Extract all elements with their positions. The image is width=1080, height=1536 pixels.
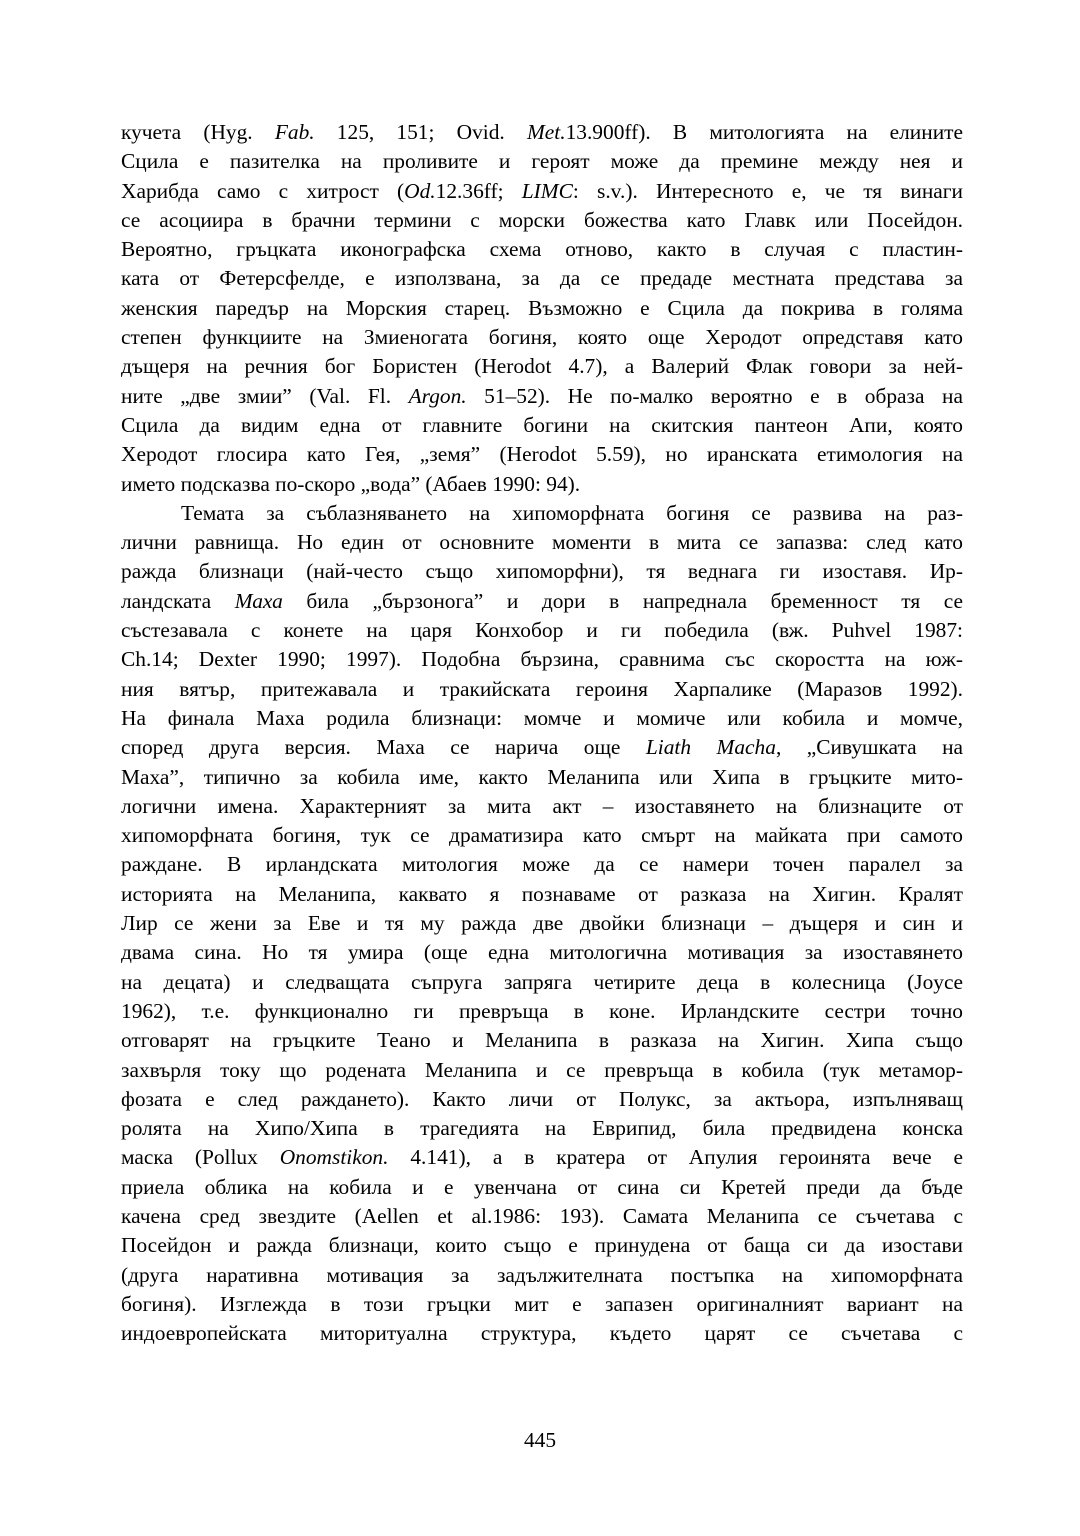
text-line: Херодот глосира като Гея, „земя” (Herodot 5.59), но иранската етимология на (121, 442, 963, 467)
text-line: състезавала с конете на царя Конхобор и ги победила (вж. Puhvel 1987: (121, 618, 963, 643)
text-line: индоевропейската миторитуална структура, където царят се съчетава с (121, 1321, 963, 1346)
text-line: (друга наративна мотивация за задължителната постъпка на хипоморфната (121, 1262, 963, 1287)
text-line: името подсказва по-скоро „вода” (Абаев 1990: 94). (121, 471, 581, 496)
text-line: ражда близнаци (най-често също хипоморфни), тя веднага ги изоставя. Ир- (121, 559, 963, 584)
text-line: на децата) и следващата съпруга запряга четирите деца в колесница (Joyce (121, 969, 963, 994)
text-line: На финала Маха родила близнаци: момче и момиче или кобила и момче, (121, 705, 963, 730)
text-line: Харибда само с хитрост (Od.12.36ff; LIMC: s.v.). Интересното е, че тя винаги (121, 178, 963, 203)
text-line: хипоморфната богиня, тук се драматизира като смърт на майката при самото (121, 823, 963, 848)
text-line: ката от Фетерсфелде, е използвана, за да се предаде местната представа за (121, 266, 963, 291)
text-line: Сцила да видим една от главните богини на скитския пантеон Апи, която (121, 412, 963, 437)
text-line: приела облика на кобила и е увенчана от сина си Кретей преди да бъде (121, 1174, 963, 1199)
text-line: степен функциите на Змиеногата богиня, която още Херодот опредставя като (121, 325, 963, 350)
text-line: женския паредър на Морския старец. Възможно е Сцила да покрива в голяма (121, 295, 963, 320)
text-line: раждане. В ирландската митология може да се намери точен паралел за (121, 852, 963, 877)
text-line: ролята на Хипо/Хипа в трагедията на Еврипид, била предвидена конска (121, 1116, 963, 1141)
text-line: ния вятър, притежавала и тракийската героиня Харпалике (Маразов 1992). (121, 676, 963, 701)
text-line: ните „две змии” (Val. Fl. Argon. 51–52). Не по-малко вероятно е в образа на (121, 383, 963, 408)
text-line: според друга версия. Маха се нарича още Liath Macha, „Сивушката на (121, 735, 963, 760)
text-line: маска (Pollux Onomstikon. 4.141), а в кратера от Апулия героинята вече е (121, 1145, 963, 1170)
text-line: Сцила е пазителка на проливите и героят може да премине между нея и (121, 149, 963, 174)
text-line: Темата за съблазняването на хипоморфната богиня се развива на раз- (181, 500, 963, 525)
text-line: качена сред звездите (Aellen et al.1986: 193). Самата Меланипа се съчетава с (121, 1203, 963, 1228)
text-line: фозата е след раждането). Както личи от Полукс, за актьора, изпълняващ (121, 1086, 963, 1111)
page-body (121, 118, 963, 1348)
text-line: Лир се жени за Еве и тя му ражда две двойки близнаци – дъщеря и син и (121, 911, 963, 936)
text-line: Маха”, типично за кобила име, както Меланипа или Хипа в гръцките мито- (121, 764, 963, 789)
text-line: Вероятно, гръцката иконографска схема отново, както в случая с пластин- (121, 237, 963, 262)
text-line: историята на Меланипа, каквато я познаваме от разказа на Хигин. Кралят (121, 881, 963, 906)
text-line: богиня). Изглежда в този гръцки мит е запазен оригиналният вариант на (121, 1291, 963, 1316)
text-line: отговарят на гръцките Теано и Меланипа в разказа на Хигин. Хипа също (121, 1028, 963, 1053)
text-line: кучета (Hyg. Fab. 125, 151; Ovid. Met.13.900ff). В митологията на елините (121, 120, 963, 144)
text-line: Посейдон и ражда близнаци, които също е принудена от баща си да изостави (121, 1233, 963, 1258)
text-line: лични равнища. Но един от основните моменти в мита се запазва: след като (121, 530, 963, 555)
text-line: захвърля току що родената Меланипа и се превръща в кобила (тук метамор- (121, 1057, 963, 1082)
text-line: Ch.14; Dexter 1990; 1997). Подобна бързина, сравнима със скоростта на юж- (121, 647, 963, 672)
text-line: ландската Маха била „бързонога” и дори в напреднала бременност тя се (121, 588, 963, 613)
text-line: се асоциира в брачни термини с морски божества като Главк или Посейдон. (121, 207, 963, 232)
text-line: дъщеря на речния бог Бористен (Herodot 4.7), а Валерий Флак говори за ней- (121, 354, 963, 379)
page-number: 445 (523, 1428, 557, 1452)
text-line: 1962), т.е. функционално ги превръща в коне. Ирландските сестри точно (121, 998, 963, 1023)
text-line: логични имена. Характерният за мита акт – изоставянето на близнаците от (121, 793, 963, 818)
text-line: двама сина. Но тя умира (още една митологична мотивация за изоставянето (121, 940, 963, 965)
